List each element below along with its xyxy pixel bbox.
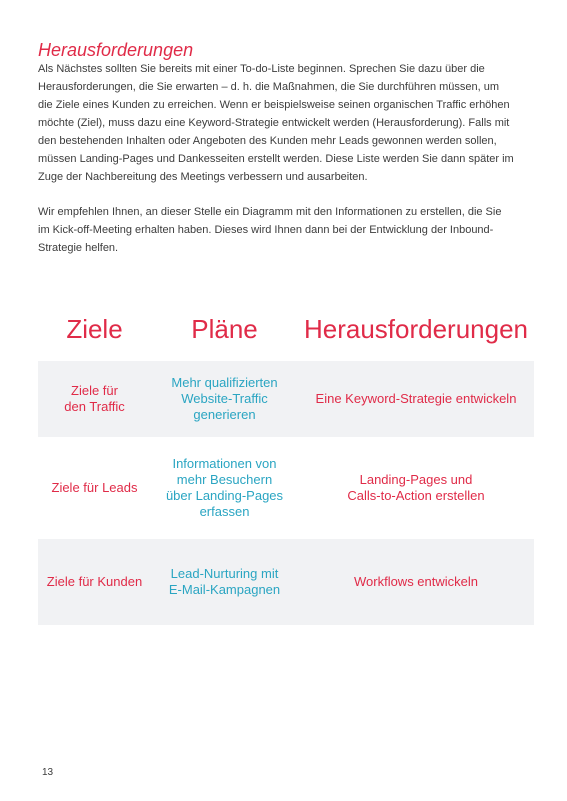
cell-line: Ziele für Kunden <box>46 574 143 589</box>
recommendation-paragraph <box>38 203 538 257</box>
cell-ziele <box>38 437 151 539</box>
cell-plaene <box>151 361 298 437</box>
cell-line: Lead-Nurturing mit <box>170 566 279 581</box>
cell-herausforderungen <box>298 539 534 625</box>
page-number: 13 <box>42 767 54 778</box>
paragraph-line: Strategie helfen. <box>38 242 119 254</box>
cell-herausforderungen <box>298 361 534 437</box>
cell-line: Ziele für <box>71 383 118 398</box>
paragraph-line: müssen Landing-Pages und Dankesseiten erstellt werden. Diese Liste werden Sie dann später im <box>38 153 514 165</box>
cell-line: Workflows entwickeln <box>353 574 479 589</box>
section-heading: Herausforderungen <box>38 40 194 60</box>
cell-line: Mehr qualifizierten <box>171 375 278 390</box>
paragraph-line: Herausforderungen, die Sie erwarten – d. h. die Maßnahmen, die Sie durchführen müssen, um <box>38 81 500 93</box>
cell-plaene <box>151 539 298 625</box>
paragraph-line: Als Nächstes sollten Sie bereits mit einer To-do-Liste beginnen. Sprechen Sie dazu über die <box>38 63 485 75</box>
table-row <box>38 437 534 539</box>
paragraph-line: die Ziele eines Kunden zu erreichen. Wenn er beispielsweise seinen organischen Traffic erhöhen <box>38 99 510 111</box>
paragraph-line: den bestehenden Inhalten oder Angeboten des Kunden mehr Leads gewonnen werden sollen, <box>38 135 497 147</box>
cell-ziele <box>38 539 151 625</box>
cell-plaene <box>151 437 298 539</box>
cell-line: Informationen von <box>172 456 277 471</box>
cell-line: erfassen <box>199 504 250 519</box>
paragraph-line: möchte (Ziel), muss dazu eine Keyword-Strategie entwickelt werden (Herausforderung). Falls mit <box>38 117 510 129</box>
cell-line: Eine Keyword-Strategie entwickeln <box>315 391 517 406</box>
column-header-plaene: Pläne <box>191 314 258 344</box>
cell-line: Calls-to-Action erstellen <box>347 488 485 503</box>
intro-paragraph <box>38 60 538 186</box>
table-row <box>38 361 534 437</box>
column-header-ziele: Ziele <box>66 314 123 344</box>
cell-line: Landing-Pages und <box>359 472 473 487</box>
paragraph-line: im Kick-off-Meeting erhalten haben. Dieses wird Ihnen dann bei der Entwicklung der Inbound- <box>38 224 494 236</box>
cell-line: Ziele für Leads <box>51 480 138 495</box>
cell-line: E-Mail-Kampagnen <box>168 582 281 597</box>
cell-line: den Traffic <box>64 399 125 414</box>
paragraph-line: Zuge der Nachbereitung des Meetings verbessern und ausarbeiten. <box>38 171 368 183</box>
cell-ziele <box>38 361 151 437</box>
cell-line: Website-Traffic <box>181 391 268 406</box>
cell-herausforderungen <box>298 437 534 539</box>
table-row <box>38 539 534 625</box>
cell-line: über Landing-Pages <box>165 488 284 503</box>
goals-plans-table <box>38 361 534 625</box>
paragraph-line: Wir empfehlen Ihnen, an dieser Stelle ein Diagramm mit den Informationen zu erstellen, die Sie <box>38 206 502 218</box>
column-header-herausforderungen: Herausforderungen <box>303 314 529 344</box>
cell-line: mehr Besuchern <box>176 472 273 487</box>
cell-line: generieren <box>193 407 256 422</box>
